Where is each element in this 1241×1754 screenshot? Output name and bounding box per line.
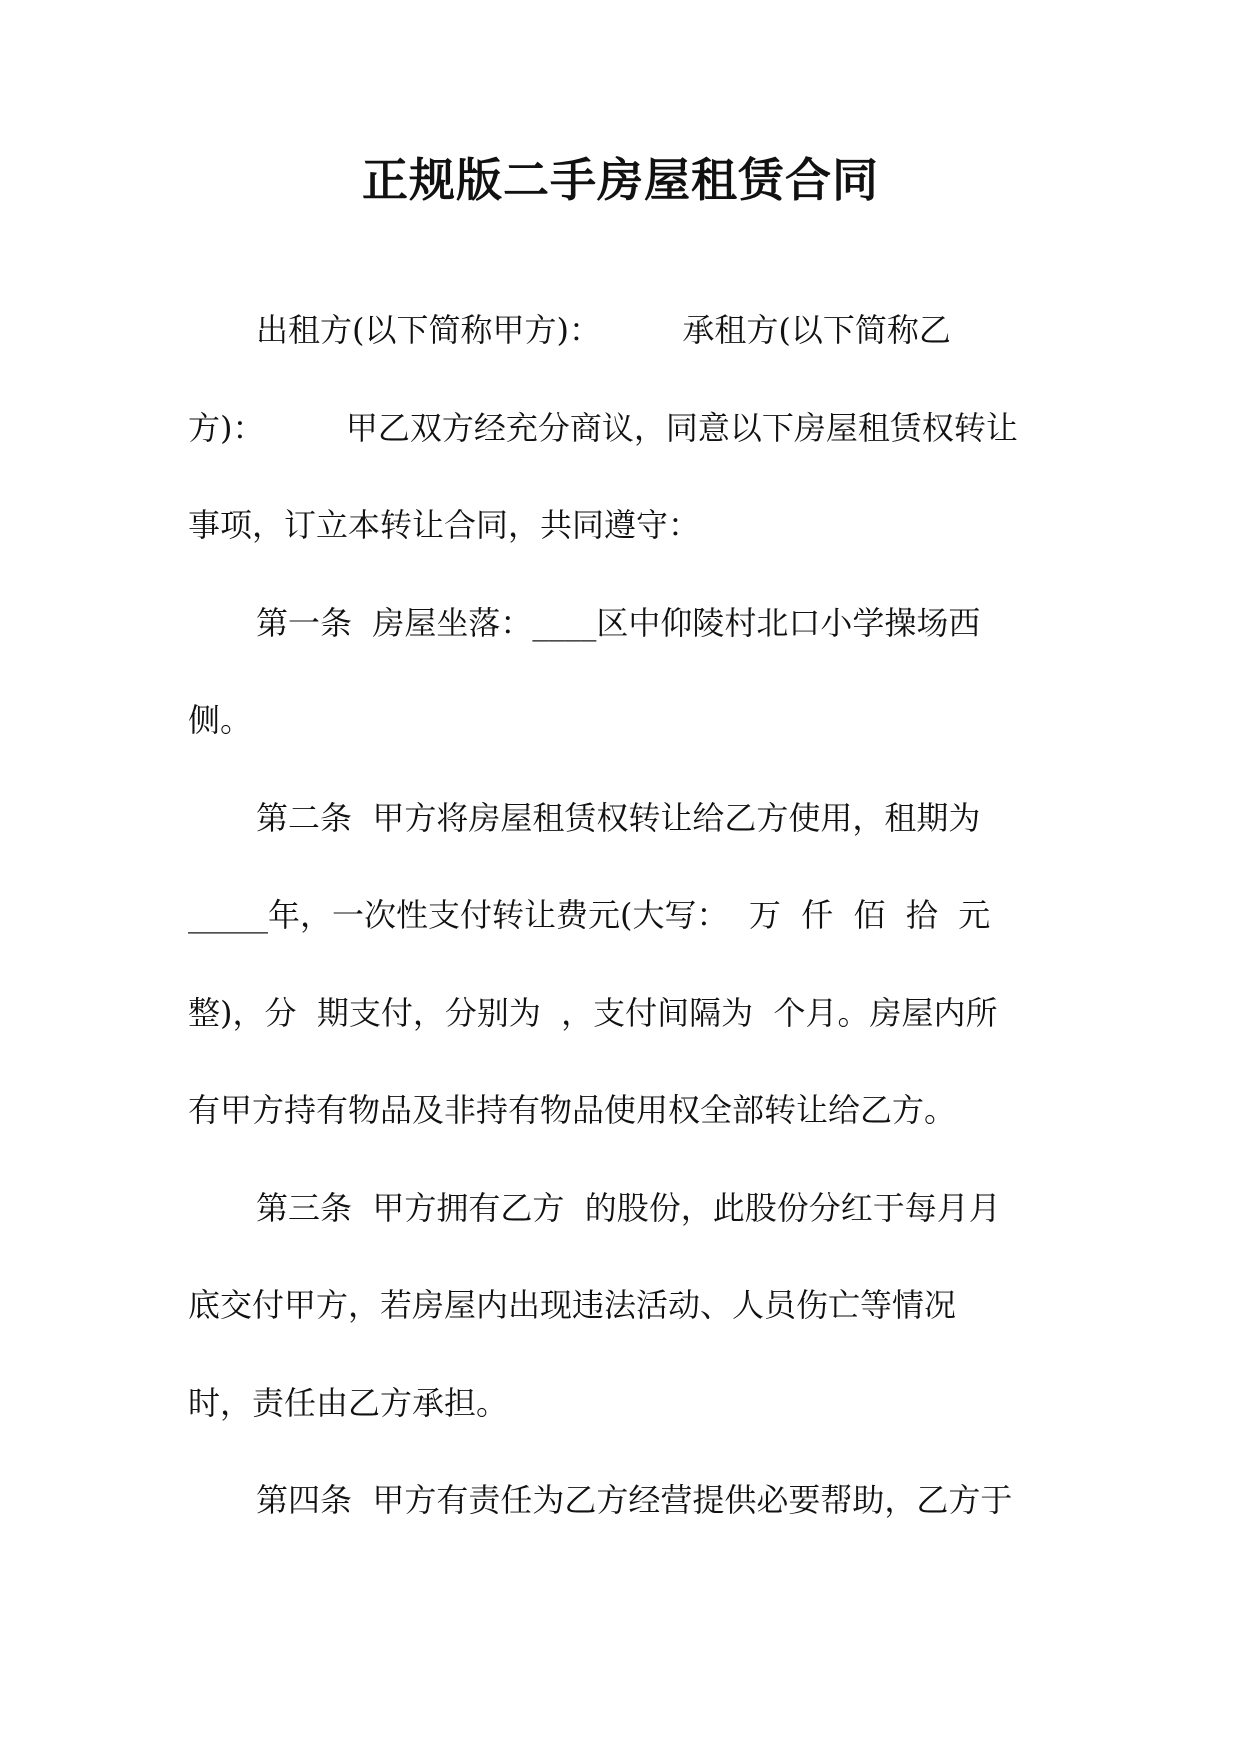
- paragraph-parties-cont: 方)： 甲乙双方经充分商议，同意以下房屋租赁权转让: [188, 409, 1018, 447]
- paragraph-parties-cont: 事项，订立本转让合同，共同遵守：: [188, 506, 701, 544]
- article-3-cont: 底交付甲方，若房屋内出现违法活动、人员伤亡等情况: [188, 1286, 957, 1324]
- article-4: 第四条 甲方有责任为乙方经营提供必要帮助，乙方于: [256, 1481, 1013, 1519]
- article-3-cont: 时，责任由乙方承担。: [188, 1384, 509, 1422]
- paragraph-parties: 出租方(以下简称甲方)： 承租方(以下简称乙: [256, 311, 951, 349]
- article-1: 第一条 房屋坐落：____区中仰陵村北口小学操场西: [256, 604, 981, 642]
- article-2-cont: 有甲方持有物品及非持有物品使用权全部转让给乙方。: [188, 1091, 957, 1129]
- article-2-cont: 整)，分 期支付，分别为 ，支付间隔为 个月。房屋内所: [188, 994, 998, 1032]
- article-1-cont: 侧。: [188, 701, 253, 739]
- article-3: 第三条 甲方拥有乙方 的股份，此股份分红于每月月: [256, 1189, 1001, 1227]
- article-2-cont: _____年，一次性支付转让费元(大写： 万 仟 佰 拾 元: [188, 896, 991, 934]
- document-title: 正规版二手房屋租赁合同: [362, 153, 879, 207]
- article-2: 第二条 甲方将房屋租赁权转让给乙方使用，租期为: [256, 799, 981, 837]
